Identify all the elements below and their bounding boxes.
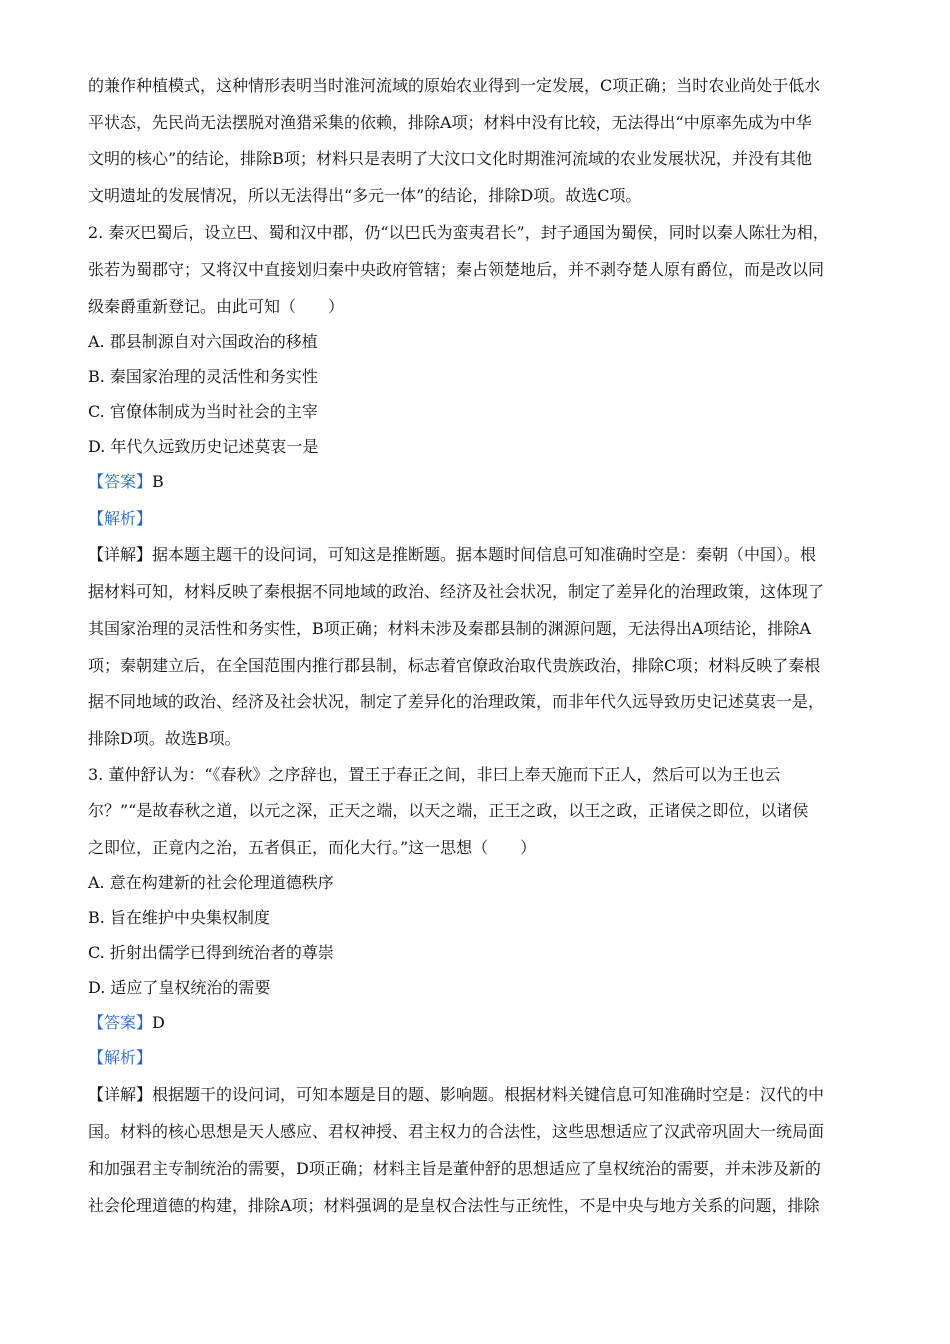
q1-explanation-line-3: 文明的核心”的结论，排除B项；材料只是表明了大汶口文化时期淮河流域的农业发展状况，并没有其他 — [88, 149, 812, 168]
q2-detail-line-5: 据不同地域的政治、经济及社会状况，制定了差异化的治理政策，而非年代久远导致历史记述莫衷一是， — [88, 692, 825, 711]
q3-option-c: C. 折射出儒学已得到统治者的尊崇 — [88, 943, 334, 962]
answer-value: D — [152, 1013, 165, 1032]
q3-analysis-tag — [88, 1048, 152, 1068]
q1-explanation-line-1: 的兼作种植模式，这种情形表明当时淮河流域的原始农业得到一定发展，C项正确；当时农业尚处于低水 — [88, 76, 821, 95]
q3-detail-line-1 — [88, 1085, 824, 1105]
q2-stem-line-2: 张若为蜀郡守；又将汉中直接划归秦中央政府管辖；秦占领楚地后，并不剥夺楚人原有爵位，而是改以同 — [88, 260, 825, 279]
q2-detail-line-3: 其国家治理的灵活性和务实性，B项正确；材料未涉及秦郡县制的渊源问题，无法得出A项结论，排除A — [88, 619, 811, 638]
q2-stem-line-1: 2. 秦灭巴蜀后，设立巴、蜀和汉中郡，仍“以巴氏为蛮夷君长”，封子通国为蜀侯，同时以秦人陈壮为相， — [88, 223, 829, 242]
q3-answer — [88, 1013, 165, 1033]
q2-detail-line-2: 据材料可知，材料反映了秦根据不同地域的政治、经济及社会状况，制定了差异化的治理政策，这体现了 — [88, 582, 825, 601]
analysis-tag: 【解析】 — [88, 1048, 153, 1067]
answer-tag: 【答案】 — [88, 472, 153, 491]
q2-answer — [88, 472, 164, 492]
q3-option-a: A. 意在构建新的社会伦理道德秩序 — [88, 873, 334, 892]
q2-stem-line-3: 级秦爵重新登记。由此可知（ ） — [88, 297, 345, 316]
analysis-tag: 【解析】 — [88, 509, 153, 528]
q3-stem-line-3: 之即位，正竟内之治，五者俱正，而化大行。”这一思想（ ） — [88, 838, 537, 857]
q2-option-d: D. 年代久远致历史记述莫衷一是 — [88, 437, 319, 456]
q3-detail-line-4: 社会伦理道德的构建，排除A项；材料强调的是皇权合法性与正统性，不是中央与地方关系的问题，排除 — [88, 1196, 820, 1215]
q3-option-b: B. 旨在维护中央集权制度 — [88, 908, 270, 927]
q1-explanation-line-4: 文明遗址的发展情况，所以无法得出“多元一体”的结论，排除D项。故选C项。 — [88, 186, 642, 205]
q2-detail-line-1 — [88, 545, 816, 565]
detail-text: 据本题主题干的设问词，可知这是推断题。据本题时间信息可知准确时空是：秦朝（中国）。根 — [152, 545, 817, 564]
q2-detail-line-6: 排除D项。故选B项。 — [88, 729, 241, 748]
q3-option-d: D. 适应了皇权统治的需要 — [88, 978, 271, 997]
q3-stem-line-1: 3. 董仲舒认为：“《春秋》之序辞也，置王于春正之间，非曰上奉天施而下正人，然后可以为王也云 — [88, 765, 781, 784]
q2-option-c: C. 官僚体制成为当时社会的主宰 — [88, 402, 318, 421]
detail-tag: 【详解】 — [88, 545, 153, 564]
q2-option-b: B. 秦国家治理的灵活性和务实性 — [88, 367, 318, 386]
detail-text: 根据题干的设问词，可知本题是目的题、影响题。根据材料关键信息可知准确时空是：汉代的中 — [152, 1085, 825, 1104]
q3-stem-line-2: 尔？”“是故春秋之道，以元之深，正天之端，以天之端，正王之政，以王之政，正诸侯之即位，以诸侯 — [88, 801, 809, 820]
q2-detail-line-4: 项；秦朝建立后，在全国范围内推行郡县制，标志着官僚政治取代贵族政治，排除C项；材料反映了秦根 — [88, 656, 821, 675]
q2-analysis-tag — [88, 509, 152, 529]
q3-detail-line-3: 和加强君主专制统治的需要，D项正确；材料主旨是董仲舒的思想适应了皇权统治的需要，并未涉及新的 — [88, 1159, 821, 1178]
q1-explanation-line-2: 平状态，先民尚无法摆脱对渔猎采集的依赖，排除A项；材料中没有比较，无法得出“中原率先成为中华 — [88, 113, 812, 132]
detail-tag: 【详解】 — [88, 1085, 153, 1104]
q3-detail-line-2: 国。材料的核心思想是天人感应、君权神授、君主权力的合法性，这些思想适应了汉武帝巩固大一统局面 — [88, 1122, 825, 1141]
answer-tag: 【答案】 — [88, 1013, 153, 1032]
q2-option-a: A. 郡县制源自对六国政治的移植 — [88, 332, 318, 351]
answer-value: B — [152, 472, 164, 491]
